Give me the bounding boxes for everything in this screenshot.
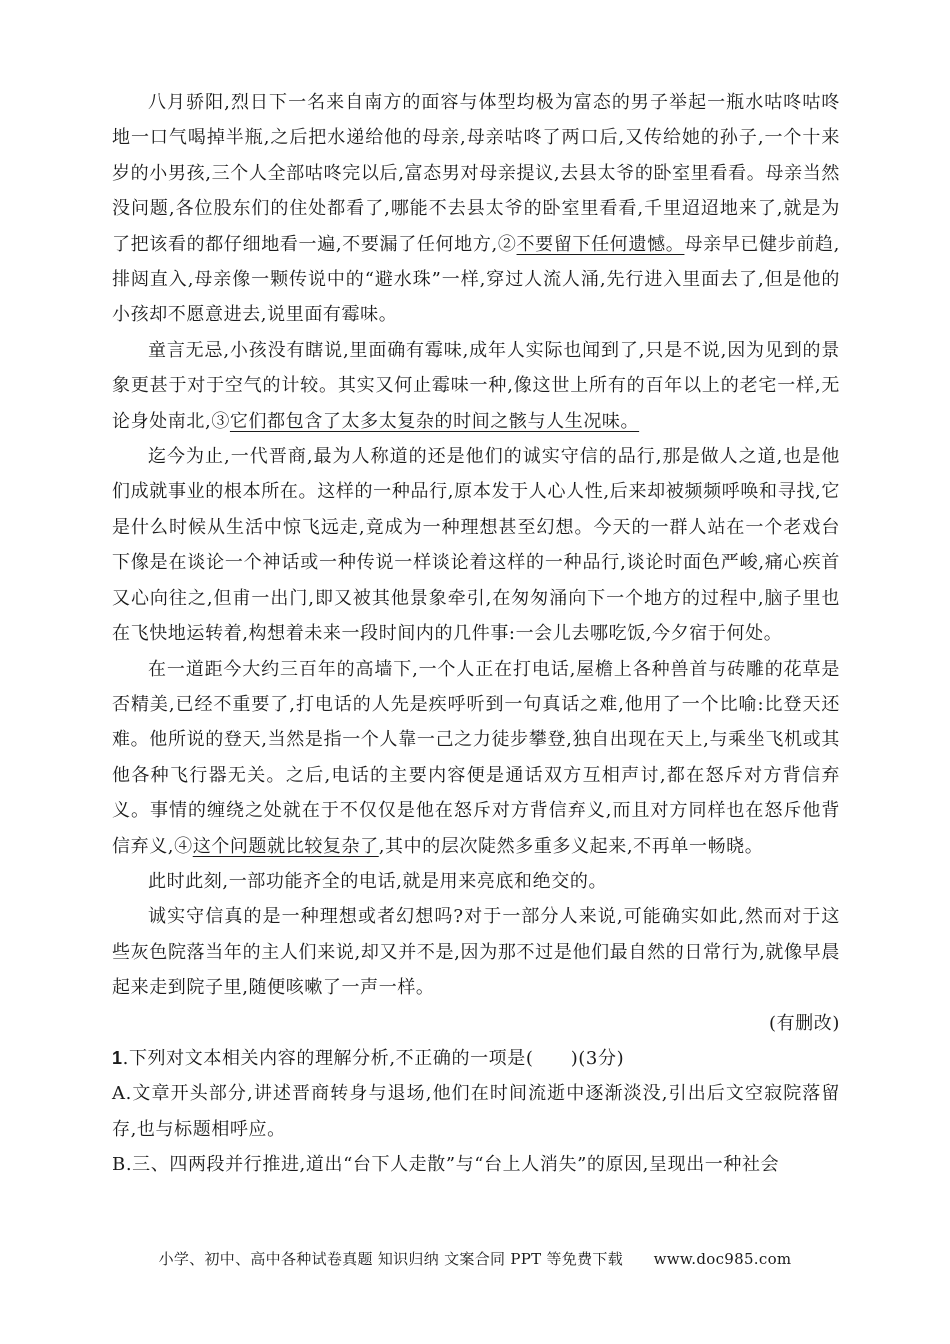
question-stem: [112, 1041, 840, 1076]
paragraph-4-text-b: ,其中的层次陡然多重多义起来,不再单一畅晓。: [378, 835, 764, 857]
paragraph-1: [112, 85, 840, 333]
question-number: 1: [112, 1047, 123, 1068]
underlined-phrase-3: 它们都包含了太多太复杂的时间之骸与人生况味。: [229, 410, 640, 432]
paragraph-2: [112, 333, 840, 439]
underlined-phrase-4: 这个问题就比较复杂了: [192, 835, 379, 857]
article-body: [112, 85, 840, 1183]
paragraph-6: 诚实守信真的是一种理想或者幻想吗?对于一部分人来说,可能确实如此,然而对于这些灰色院落当年的主人们来说,却又并不是,因为那不过是他们最自然的日常行为,就像早晨起来走到院子里,随便咳嗽了一声一样。: [112, 906, 840, 999]
underlined-phrase-2: 不要留下任何遗憾。: [516, 233, 685, 255]
option-a: A.文章开头部分,讲述晋商转身与退场,他们在时间流逝中逐渐淡没,引出后文空寂院落留存,也与标题相呼应。: [112, 1083, 840, 1140]
page-footer: 小学、初中、高中各种试卷真题 知识归纳 文案合同 PPT 等免费下载 www.doc985.com: [158, 1250, 792, 1268]
question-stem-text: .下列对文本相关内容的理解分析,不正确的一项是( )(3分): [122, 1047, 625, 1069]
paragraph-3: 迄今为止,一代晋商,最为人称道的还是他们的诚实守信的品行,那是做人之道,也是他们成就事业的根本所在。这样的一种品行,原本发于人心人性,后来却被频频呼唤和寻找,它是什么时候从生活中惊飞远走,竟成为一种理想甚至幻想。今天的一群人站在一个老戏台下像是在谈论一个神话或一种传说一样谈论着这样的一种品行,谈论时面色严峻,痛心疾首又心向往之,但甫一出门,即又被其他景象牵引,在匆匆涌向下一个地方的过程中,脑子里也在飞快地运转着,构想着未来一段时间内的几件事:一会儿去哪吃饭,今夕宿于何处。: [112, 446, 840, 645]
paragraph-2-text-a: 童言无忌,小孩没有瞎说,里面确有霉味,成年人实际也闻到了,只是不说,因为见到的景象更甚于对于空气的计较。其实又何止霉味一种,像这世上所有的百年以上的老宅一样,无论身处南北,③: [112, 339, 840, 432]
question-1: [112, 1041, 840, 1183]
paragraph-1-text-a: 八月骄阳,烈日下一名来自南方的面容与体型均极为富态的男子举起一瓶水咕咚咕咚地一口气喝掉半瓶,之后把水递给他的母亲,母亲咕咚了两口后,又传给她的孙子,一个十来岁的小男孩,三个人全部咕咚完以后,富态男对母亲提议,去县太爷的卧室里看看。母亲当然没问题,各位股东们的住处都看了,哪能不去县太爷的卧室里看看,千里迢迢地来了,就是为了把该看的都仔细地看一遍,不要漏了任何地方,②: [112, 92, 840, 255]
paragraph-1-text-b: 母亲早已健步前趋,排闼直入,母亲像一颗传说中的“避水珠”一样,穿过人流人涌,先行进入里面去了,但是他的小孩却不愿意进去,说里面有霉味。: [112, 233, 841, 326]
option-b: B.三、四两段并行推进,道出“台下人走散”与“台上人消失”的原因,呈现出一种社会: [112, 1154, 780, 1176]
paragraph-4: [112, 652, 840, 864]
paragraph-4-text-a: 在一道距今大约三百年的高墙下,一个人正在打电话,屋檐上各种兽首与砖雕的花草是否精美,已经不重要了,打电话的人先是疾呼听到一句真话之难,他用了一个比喻:比登天还难。他所说的登天,当然是指一个人靠一己之力徒步攀登,独自出现在天上,与乘坐飞机或其他各种飞行器无关。之后,电话的主要内容便是通话双方互相声讨,都在怒斥对方背信弃义。事情的缠绕之处就在于不仅仅是他在怒斥对方背信弃义,而且对方同样也在怒斥他背信弃义,④: [112, 658, 840, 857]
paragraph-5: 此时此刻,一部功能齐全的电话,就是用来亮底和绝交的。: [148, 870, 608, 892]
source-credit: (有删改): [768, 1012, 840, 1034]
